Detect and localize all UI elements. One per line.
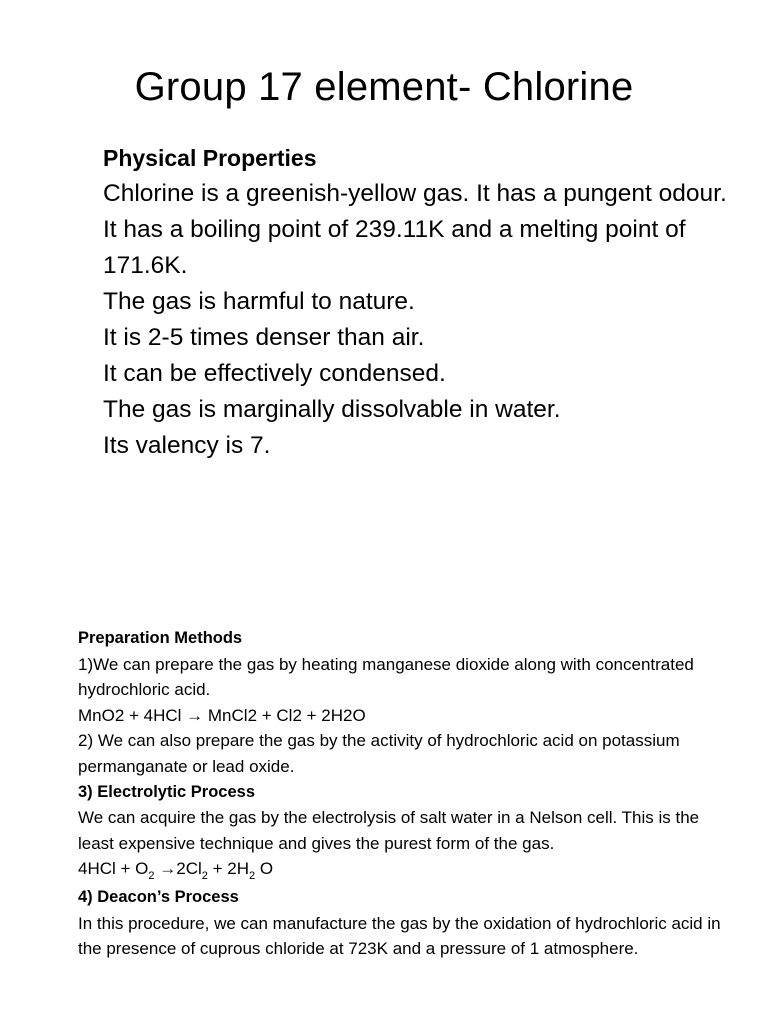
deacon-process-heading: 4) Deacon’s Process [78,887,239,906]
equation-2-part: + 2H [207,859,249,879]
equation-1: MnO2 + 4HCl → MnCl2 + Cl2 + 2H2O [78,705,366,725]
physical-properties-section [103,140,743,464]
method-2-text: 2) We can also prepare the gas by the activity of hydrochloric acid on potassium permanganate or lead oxide. [78,731,680,776]
electrolytic-process-heading: 3) Electrolytic Process [78,782,256,801]
physical-property-line: Chlorine is a greenish-yellow gas. It has a pungent odour. [103,180,727,207]
equation-2-part: O [255,859,274,879]
deacon-process-text: In this procedure, we can manufacture the gas by the oxidation of hydrochloric acid in the presence of cuprous chloride at 723K and a pressure of 1 atmosphere. [78,913,721,959]
physical-property-line: It has a boiling point of 239.11K and a melting point of 171.6K. [103,216,686,279]
physical-property-line: Its valency is 7. [103,432,271,459]
electrolytic-process-text: We can acquire the gas by the electrolysis of salt water in a Nelson cell. This is the least expensive technique and gives the purest form of the gas. [78,808,700,853]
equation-2-part: →2Cl [154,859,202,879]
preparation-methods-section [78,626,738,962]
physical-property-line: It can be effectively condensed. [103,360,446,387]
physical-property-line: The gas is marginally dissolvable in water. [103,396,561,423]
physical-property-line: The gas is harmful to nature. [103,288,415,315]
equation-2-subscript: 2 [201,870,208,883]
preparation-methods-heading: Preparation Methods [78,629,243,647]
equation-2-part: 4HCl + O [78,859,149,879]
page-title: Group 17 element- Chlorine [134,65,634,109]
equation-2 [78,856,738,885]
physical-property-line: It is 2-5 times denser than air. [103,324,425,351]
physical-properties-heading: Physical Properties [103,145,317,171]
method-1-text: 1)We can prepare the gas by heating manganese dioxide along with concentrated hydrochloric acid. [78,654,694,700]
equation-2-subscript: 2 [148,870,155,883]
equation-2-subscript: 2 [248,870,256,883]
